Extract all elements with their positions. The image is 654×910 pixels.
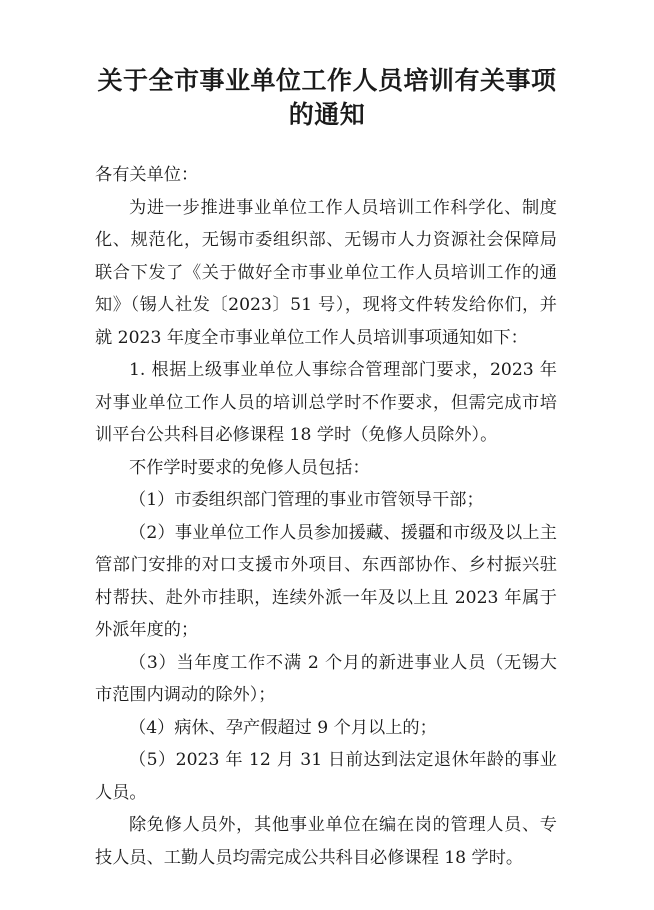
title-line-2: 的通知 — [288, 100, 366, 129]
intro-paragraph: 为进一步推进事业单位工作人员培训工作科学化、制度化、规范化，无锡市委组织部、无锡市人力资源社会保障局联合下发了《关于做好全市事业单位工作人员培训工作的通知》（锡人社发〔2023〕51 号），现将文件转发给你们，并就 2023 年度全市事业单位工作人员培训事项通知如下： — [95, 197, 557, 348]
closing-paragraph: 除免修人员外，其他事业单位在编在岗的管理人员、专技人员、工勤人员均需完成公共科目必修课程 18 学时。 — [95, 815, 557, 868]
document-body — [95, 159, 557, 874]
exempt-item-5: （5）2023 年 12 月 31 日前达到法定退休年龄的事业人员。 — [95, 750, 557, 803]
exempt-item-2: （2）事业单位工作人员参加援藏、援疆和市级及以上主管部门安排的对口支援市外项目、东西部协作、乡村振兴驻村帮扶、赴外市挂职，连续外派一年及以上且 2023 年属于外派年度的； — [95, 522, 557, 640]
item-1-paragraph: 1. 根据上级事业单位人事综合管理部门要求，2023 年对事业单位工作人员的培训总学时不作要求，但需完成市培训平台公共科目必修课程 18 学时（免修人员除外）。 — [95, 360, 557, 445]
title-line-1: 关于全市事业单位工作人员培训有关事项 — [97, 66, 557, 95]
exempt-heading: 不作学时要求的免修人员包括： — [129, 457, 370, 478]
salutation: 各有关单位： — [95, 165, 199, 185]
document-title — [0, 64, 654, 132]
exempt-item-4: （4）病休、孕产假超过 9 个月以上的； — [129, 717, 437, 738]
exempt-item-3: （3）当年度工作不满 2 个月的新进事业人员（无锡大市范围内调动的除外）； — [95, 652, 557, 705]
exempt-item-1: （1）市委组织部门管理的事业市管领导干部； — [129, 490, 484, 510]
